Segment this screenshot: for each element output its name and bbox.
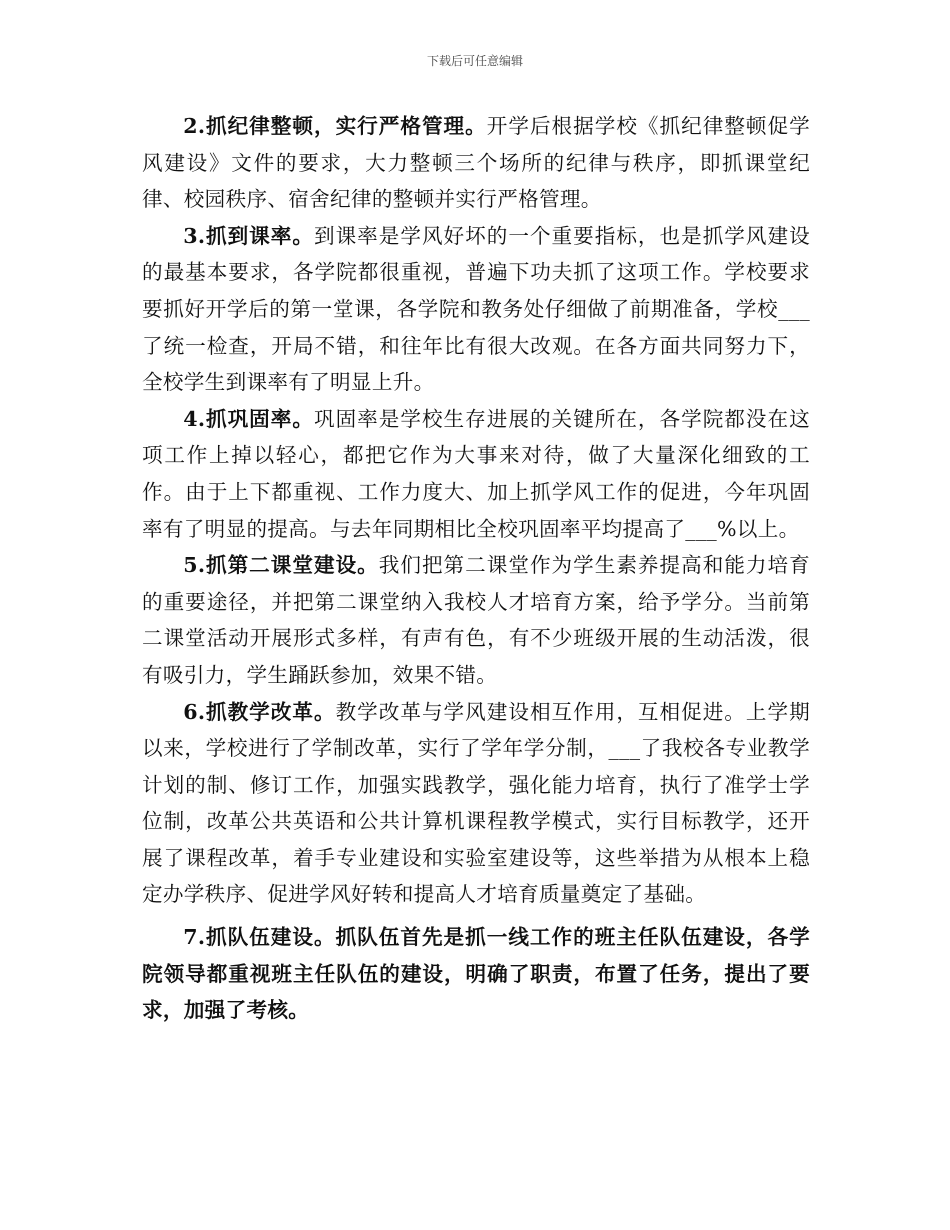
document-body	[142, 108, 810, 1029]
paragraph-heading: 5.抓第二课堂建设。	[183, 553, 379, 578]
paragraph-second-classroom	[142, 547, 810, 693]
paragraph-heading: 7.抓队伍建设。	[183, 925, 336, 950]
paragraph-discipline	[142, 108, 810, 218]
paragraph-text: 开学后根据学校《抓纪律整顿促学风建设》文件的要求，大力整顿三个场所的纪律与秩序，即抓课堂纪律、校园秩序、宿舍纪律的整顿并实行严格管理。	[142, 114, 810, 212]
paragraph-heading: 6.抓教学改革。	[183, 699, 336, 724]
paragraph-text: 我们把第二课堂作为学生素养提高和能力培育的重要途径，并把第二课堂纳入我校人才培育方案，给予学分。当前第二课堂活动开展形式多样，有声有色，有不少班级开展的生动活泼，很有吸引力，学生踊跃参加，效果不错。	[142, 553, 810, 687]
paragraph-teaching-reform	[142, 694, 810, 914]
paragraph-attendance-rate	[142, 218, 810, 401]
paragraph-retention-rate	[142, 401, 810, 547]
paragraph-text: 抓队伍首先是抓一线工作的班主任队伍建设，各学院领导都重视班主任队伍的建设，明确了职责，布置了任务，提出了要求，加强了考核。	[142, 925, 810, 1023]
paragraph-text: 教学改革与学风建设相互作用，互相促进。上学期以来，学校进行了学制改革，实行了学年学分制，___了我校各专业教学计划的制、修订工作，加强实践教学，强化能力培育，执行了准学士学位制，改革公共英语和公共计算机课程教学模式，实行目标教学，还开展了课程改革，着手专业建设和实验室建设等，这些举措为从根本上稳定办学秩序、促进学风好转和提高人才培育质量奠定了基础。	[142, 699, 810, 907]
paragraph-team-building	[142, 919, 810, 1029]
paragraph-text: 巩固率是学校生存进展的关键所在，各学院都没在这项工作上掉以轻心，都把它作为大事来对待，做了大量深化细致的工作。由于上下都重视、工作力度大、加上抓学风工作的促进，今年巩固率有了明显的提高。与去年同期相比全校巩固率平均提高了___%以上。	[142, 406, 810, 541]
paragraph-text: 到课率是学风好坏的一个重要指标，也是抓学风建设的最基本要求，各学院都很重视，普遍下功夫抓了这项工作。学校要求要抓好开学后的第一堂课，各学院和教务处仔细做了前期准备，学校___了统一检查，开局不错，和往年比有很大改观。在各方面共同努力下，全校学生到课率有了明显上升。	[142, 223, 810, 395]
page-header: 下载后可任意编辑	[426, 54, 523, 68]
paragraph-heading: 3.抓到课率。	[183, 223, 314, 248]
paragraph-heading: 4.抓巩固率。	[183, 406, 314, 431]
paragraph-heading: 2.抓纪律整顿，实行严格管理。	[183, 114, 487, 138]
